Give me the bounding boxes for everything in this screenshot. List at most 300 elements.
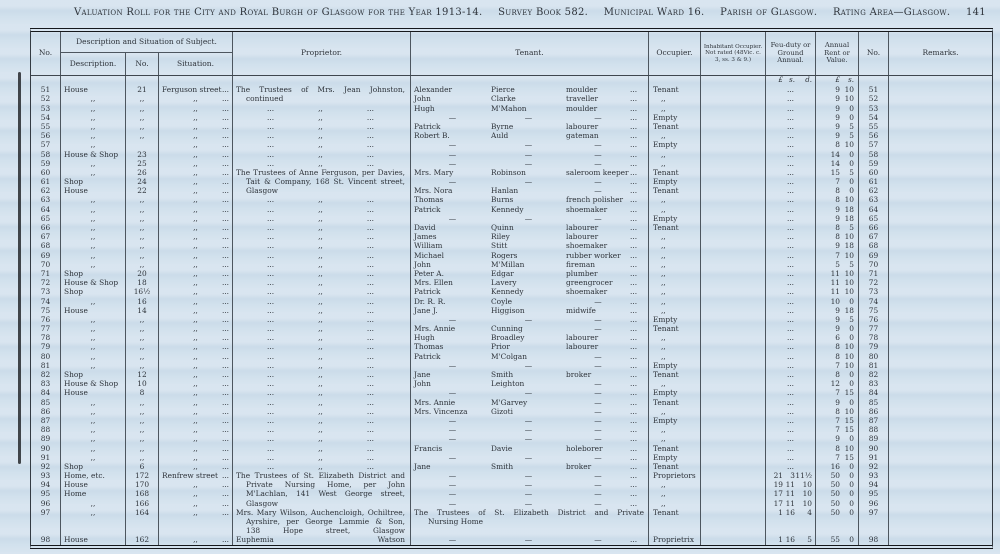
cell-situation [159, 94, 233, 103]
tenant-surname: Gizoti [491, 406, 513, 416]
cell-occupier: ,, [649, 260, 701, 269]
rent-pounds: 9 [835, 305, 840, 315]
tenant-occupation: shoemaker [566, 204, 608, 214]
cell-annual-rent [816, 269, 859, 278]
cell-feu-duty: ... [766, 205, 816, 214]
description-text: ,, [90, 259, 96, 269]
tenant-occupation: midwife [566, 305, 596, 315]
cell-tenant [411, 324, 649, 333]
cell-annual-rent [816, 195, 859, 204]
tenant-occupation: — [594, 112, 602, 122]
cell-feu-duty: ... [766, 195, 816, 204]
cell-street-number: ,, [126, 398, 159, 407]
situation-text: ,, [193, 278, 198, 288]
ditto-dots: ... [366, 223, 374, 232]
cell-annual-rent [816, 159, 859, 168]
ditto-mark: ,, [318, 232, 323, 242]
cell-street-number: 8 [126, 388, 159, 397]
cell-description [61, 251, 126, 260]
subject-group-label: Description and Situation of Subject. [61, 32, 232, 53]
tenant-occupation: — [594, 296, 602, 306]
cell-street-number: 26 [126, 168, 159, 177]
rent-pounds: 7 [835, 452, 840, 462]
cell-situation [159, 104, 233, 113]
col-header-proprietor: Proprietor. [233, 32, 411, 75]
leader-dots: ... [630, 204, 638, 214]
ditto-dots: ... [267, 379, 275, 389]
cell-description [61, 324, 126, 333]
leader-dots: ... [630, 388, 638, 398]
tenant-surname: M'Colgan [491, 351, 527, 361]
tenant-occupation: rubber worker [566, 250, 621, 260]
ditto-dots: ... [267, 452, 275, 462]
leader-dots: ... [630, 278, 638, 288]
cell-no-right: 62 [859, 186, 889, 195]
description-text: ,, [90, 112, 96, 122]
cell-remarks [889, 168, 992, 177]
leader-dots: ... [221, 204, 229, 214]
ditto-dots: ... [366, 461, 374, 471]
feu-pence: 5 [807, 535, 812, 545]
cell-no: 94 [31, 480, 61, 489]
cell-no-right: 70 [859, 260, 889, 269]
cell-no: 89 [31, 434, 61, 443]
cell-annual-rent [816, 241, 859, 250]
cell-street-number: ,, [126, 205, 159, 214]
cell-inhabitant-occupier [701, 131, 766, 140]
leader-dots: ... [221, 406, 229, 416]
tenant-surname: — [524, 158, 533, 168]
rent-shillings: 0 [849, 370, 854, 379]
cell-no: 53 [31, 104, 61, 113]
cell-feu-duty: ... [766, 260, 816, 269]
feu-pounds: 1 [778, 507, 783, 517]
ditto-dots: ... [267, 140, 275, 150]
cell-feu-duty [766, 526, 816, 535]
description-text: ,, [90, 204, 96, 214]
cell-situation [159, 214, 233, 223]
situation-text: ,, [193, 213, 198, 223]
table-row [31, 306, 992, 315]
tenant-occupation: — [594, 434, 602, 444]
leader-dots: ... [221, 167, 229, 177]
description-text: ,, [90, 131, 96, 141]
rent-shillings: 0 [849, 112, 854, 122]
cell-proprietor [233, 453, 411, 462]
feu-pence: 4 [807, 507, 812, 517]
table-row [31, 499, 992, 508]
cell-no-right: 77 [859, 324, 889, 333]
leader-dots: ... [630, 443, 638, 453]
cell-no: 69 [31, 251, 61, 260]
cell-tenant [411, 140, 649, 149]
tenant-forename: Jane [414, 370, 431, 379]
feu-pounds: 1 [778, 535, 783, 545]
cell-tenant [411, 104, 649, 113]
situation-text: ,, [193, 507, 198, 517]
cell-description [61, 140, 126, 149]
cell-feu-duty: ... [766, 140, 816, 149]
cell-no-right: 59 [859, 159, 889, 168]
cell-no: 74 [31, 297, 61, 306]
cell-description [61, 416, 126, 425]
col-header-situation: Situation. [177, 58, 214, 68]
leader-dots: ... [630, 342, 638, 352]
cell-situation [159, 480, 233, 489]
cell-annual-rent [816, 223, 859, 232]
ditto-dots: ... [366, 296, 374, 306]
cell-street-number: 6 [126, 462, 159, 471]
table-row [31, 195, 992, 204]
tenant-forename: Peter A. [414, 268, 444, 278]
rent-shillings: 18 [844, 204, 854, 214]
cell-street-number: ,, [126, 195, 159, 204]
table-row [31, 223, 992, 232]
cell-annual-rent [816, 85, 859, 94]
leader-dots: ... [630, 223, 638, 232]
cell-remarks [889, 526, 992, 535]
cell-inhabitant-occupier [701, 342, 766, 351]
table-row [31, 342, 992, 351]
cell-proprietor [233, 122, 411, 131]
cell-remarks [889, 260, 992, 269]
tenant-occupation: — [594, 158, 602, 168]
ditto-mark: ,, [318, 223, 323, 232]
cell-situation [159, 232, 233, 241]
rent-pounds: 11 [830, 278, 840, 288]
ditto-dots: ... [366, 333, 374, 343]
cell-inhabitant-occupier [701, 287, 766, 296]
situation-text: ,, [193, 167, 198, 177]
cell-occupier: ,, [649, 297, 701, 306]
situation-text: ,, [193, 397, 198, 407]
cell-situation [159, 471, 233, 480]
cell-no-right: 73 [859, 287, 889, 296]
cell-inhabitant-occupier [701, 361, 766, 370]
cell-proprietor [233, 370, 411, 379]
leader-dots: ... [630, 94, 638, 104]
cell-tenant [411, 453, 649, 462]
ditto-mark: ,, [318, 351, 323, 361]
situation-text: ,, [193, 177, 198, 187]
tenant-occupation: — [594, 177, 602, 187]
leader-dots: ... [630, 535, 638, 545]
cell-feu-duty: ... [766, 177, 816, 186]
rent-pounds: 50 [830, 489, 840, 499]
situation-text: ,, [193, 480, 198, 490]
rent-pounds: 15 [830, 167, 840, 177]
cell-remarks [889, 407, 992, 416]
table-row [31, 241, 992, 250]
cell-street-number: ,, [126, 315, 159, 324]
rent-pounds: 11 [830, 268, 840, 278]
cell-description [61, 287, 126, 296]
description-text: ,, [90, 223, 96, 232]
leader-dots: ... [630, 158, 638, 168]
cell-annual-rent [816, 480, 859, 489]
rent-shillings: s. [848, 76, 854, 84]
cell-tenant [411, 462, 649, 471]
ditto-mark: ,, [318, 287, 323, 297]
cell-no: 93 [31, 471, 61, 480]
cell-proprietor [233, 388, 411, 397]
table-row [31, 94, 992, 103]
table-row [31, 260, 992, 269]
situation-text: ,, [193, 406, 198, 416]
cell-proprietor [233, 150, 411, 159]
ditto-mark: ,, [318, 305, 323, 315]
rent-pounds: 50 [830, 507, 840, 517]
col-header-no-right: No. [859, 32, 889, 75]
leader-dots: ... [630, 397, 638, 407]
cell-occupier: Empty [649, 453, 701, 462]
ditto-dots: ... [267, 351, 275, 361]
tenant-forename: Jane J. [414, 305, 438, 315]
leader-dots: ... [630, 305, 638, 315]
ditto-mark: ,, [318, 406, 323, 416]
cell-situation [159, 241, 233, 250]
feu-pounds: 21 [773, 471, 783, 481]
tenant-forename: James [414, 232, 437, 242]
tenant-forename: Patrick [414, 204, 441, 214]
cell-situation [159, 489, 233, 498]
description-text: ,, [90, 103, 96, 113]
cell-remarks [889, 434, 992, 443]
ditto-mark: ,, [318, 121, 323, 131]
situation-text: ,, [193, 489, 198, 499]
ditto-dots: ... [366, 112, 374, 122]
cell-no: 54 [31, 113, 61, 122]
description-text: ,, [90, 158, 96, 168]
tenant-surname: Cunning [491, 324, 523, 334]
cell-situation [159, 462, 233, 471]
cell-street-number: ,, [126, 333, 159, 342]
situation-text: ,, [193, 314, 198, 324]
cell-tenant [411, 113, 649, 122]
cell-annual-rent [816, 434, 859, 443]
cell-feu-duty [766, 508, 816, 517]
tenant-occupation: — [594, 489, 602, 499]
col-header-subject-no: No. [126, 53, 159, 75]
cell-feu-duty: ... [766, 131, 816, 140]
cell-tenant [411, 131, 649, 140]
cell-tenant [411, 388, 649, 397]
feu-pence: 10 [802, 489, 812, 499]
cell-remarks [889, 85, 992, 94]
cell-inhabitant-occupier [701, 444, 766, 453]
ditto-dots: ... [366, 232, 374, 242]
cell-situation [159, 517, 233, 526]
cell-inhabitant-occupier [701, 453, 766, 462]
rent-shillings: 5 [849, 259, 854, 269]
ditto-dots: ... [366, 131, 374, 141]
rent-pounds: 9 [835, 434, 840, 444]
cell-description [61, 104, 126, 113]
cell-no: 92 [31, 462, 61, 471]
leader-dots: ... [630, 259, 638, 269]
cell-remarks [889, 159, 992, 168]
tenant-forename: — [448, 388, 457, 398]
tenant-surname: Hanlan [491, 186, 519, 196]
cell-feu-duty: ... [766, 150, 816, 159]
cell-tenant [411, 471, 649, 480]
feu-pounds: £ [778, 76, 783, 84]
leader-dots: ... [221, 149, 229, 159]
cell-street-number: ,, [126, 241, 159, 250]
cell-occupier: Tenant [649, 324, 701, 333]
cell-no-right: 97 [859, 508, 889, 517]
cell-street-number: ,, [126, 453, 159, 462]
cell-description [61, 508, 126, 517]
tenant-occupation: — [594, 498, 602, 508]
valuation-table [30, 28, 993, 549]
tenant-forename: Patrick [414, 121, 441, 131]
leader-dots: ... [630, 195, 638, 205]
cell-feu-duty: ... [766, 168, 816, 177]
cell-description [61, 223, 126, 232]
situation-text: ,, [193, 351, 198, 361]
cell-no: 81 [31, 361, 61, 370]
table-row [31, 416, 992, 425]
cell-no-right: 57 [859, 140, 889, 149]
cell-remarks [889, 361, 992, 370]
rent-pounds: 50 [830, 471, 840, 481]
tenant-forename: Mrs. Nora [414, 186, 453, 196]
cell-remarks [889, 352, 992, 361]
cell-proprietor [233, 195, 411, 204]
rent-shillings: 0 [849, 471, 854, 481]
cell-occupier [649, 517, 701, 526]
cell-tenant [411, 232, 649, 241]
cell-occupier [649, 526, 701, 535]
cell-situation [159, 333, 233, 342]
cell-inhabitant-occupier [701, 526, 766, 535]
cell-annual-rent [816, 122, 859, 131]
leader-dots: ... [630, 360, 638, 370]
tenant-surname: — [524, 480, 533, 490]
tenant-occupation: — [594, 452, 602, 462]
cell-tenant [411, 535, 649, 544]
cell-situation [159, 205, 233, 214]
table-row [31, 177, 992, 186]
cell-inhabitant-occupier [701, 297, 766, 306]
cell-no-right: 94 [859, 480, 889, 489]
rent-shillings: 18 [844, 305, 854, 315]
tenant-forename: Francis [414, 443, 443, 453]
leader-dots: ... [630, 250, 638, 260]
description-text: ,, [90, 213, 96, 223]
cell-inhabitant-occupier [701, 269, 766, 278]
cell-feu-duty: ... [766, 416, 816, 425]
ditto-dots: ... [366, 314, 374, 324]
situation-text: ,, [193, 388, 198, 398]
feu-shillings: 3 [790, 471, 795, 481]
cell-proprietor: The Trustees of St. Elizabeth District and [233, 471, 411, 480]
description-text: ,, [90, 94, 96, 104]
rent-shillings: 5 [849, 121, 854, 131]
cell-street-number: 172 [126, 471, 159, 480]
rent-pounds: 7 [835, 425, 840, 435]
situation-text: ,, [193, 268, 198, 278]
tenant-surname: M'Mahon [491, 103, 527, 113]
rent-shillings: 0 [849, 158, 854, 168]
situation-text: ,, [193, 452, 198, 462]
ditto-dots: ... [267, 278, 275, 288]
cell-no: 75 [31, 306, 61, 315]
cell-proprietor: The Trustees of Anne Ferguson, per Davies, [233, 168, 411, 177]
cell-no: 82 [31, 370, 61, 379]
situation-text: ,, [193, 158, 198, 168]
cell-proprietor [233, 113, 411, 122]
table-row [31, 361, 992, 370]
leader-dots: ... [221, 232, 229, 242]
cell-situation [159, 278, 233, 287]
leader-dots: ... [630, 167, 638, 177]
tenant-surname: Edgar [491, 268, 514, 278]
tenant-forename: Thomas [414, 195, 444, 205]
rent-pounds: 8 [835, 406, 840, 416]
cell-inhabitant-occupier [701, 168, 766, 177]
table-row [31, 113, 992, 122]
feu-pence: 10 [802, 480, 812, 490]
cell-occupier: Tenant [649, 444, 701, 453]
tenant-occupation: — [594, 379, 602, 389]
ditto-dots: ... [267, 305, 275, 315]
tenant-forename: — [448, 177, 457, 187]
cell-remarks [889, 104, 992, 113]
cell-situation [159, 297, 233, 306]
cell-annual-rent [816, 471, 859, 480]
tenant-surname: Higgison [491, 305, 525, 315]
tenant-forename: Patrick [414, 287, 441, 297]
tenant-forename: — [448, 489, 457, 499]
leader-dots: ... [221, 213, 229, 223]
cell-situation [159, 122, 233, 131]
tenant-occupation: — [594, 140, 602, 150]
tenant-occupation: shoemaker [566, 287, 608, 297]
tenant-occupation: gateman [566, 131, 599, 141]
cell-annual-rent [816, 76, 859, 85]
cell-street-number: ,, [126, 434, 159, 443]
leader-dots: ... [221, 388, 229, 398]
rent-shillings: 0 [849, 103, 854, 113]
cell-occupier: ,, [649, 434, 701, 443]
cell-annual-rent [816, 416, 859, 425]
tenant-surname: Clarke [491, 94, 516, 104]
tenant-occupation: labourer [566, 232, 599, 242]
cell-tenant [411, 517, 649, 526]
cell-street-number [126, 517, 159, 526]
cell-situation [159, 315, 233, 324]
description-text: House & Shop [64, 278, 119, 288]
cell-feu-duty: ... [766, 278, 816, 287]
cell-proprietor [233, 333, 411, 342]
cell-annual-rent [816, 370, 859, 379]
leader-dots: ... [221, 259, 229, 269]
cell-feu-duty: ... [766, 315, 816, 324]
leader-dots: ... [221, 94, 229, 104]
description-text: ,, [90, 121, 96, 131]
cell-no: 96 [31, 499, 61, 508]
cell-annual-rent [816, 232, 859, 241]
rent-shillings: 0 [849, 489, 854, 499]
cell-inhabitant-occupier [701, 535, 766, 544]
ditto-dots: ... [366, 121, 374, 131]
leader-dots: ... [630, 480, 638, 490]
cell-street-number: ,, [126, 444, 159, 453]
cell-proprietor [233, 104, 411, 113]
cell-feu-duty: ... [766, 232, 816, 241]
